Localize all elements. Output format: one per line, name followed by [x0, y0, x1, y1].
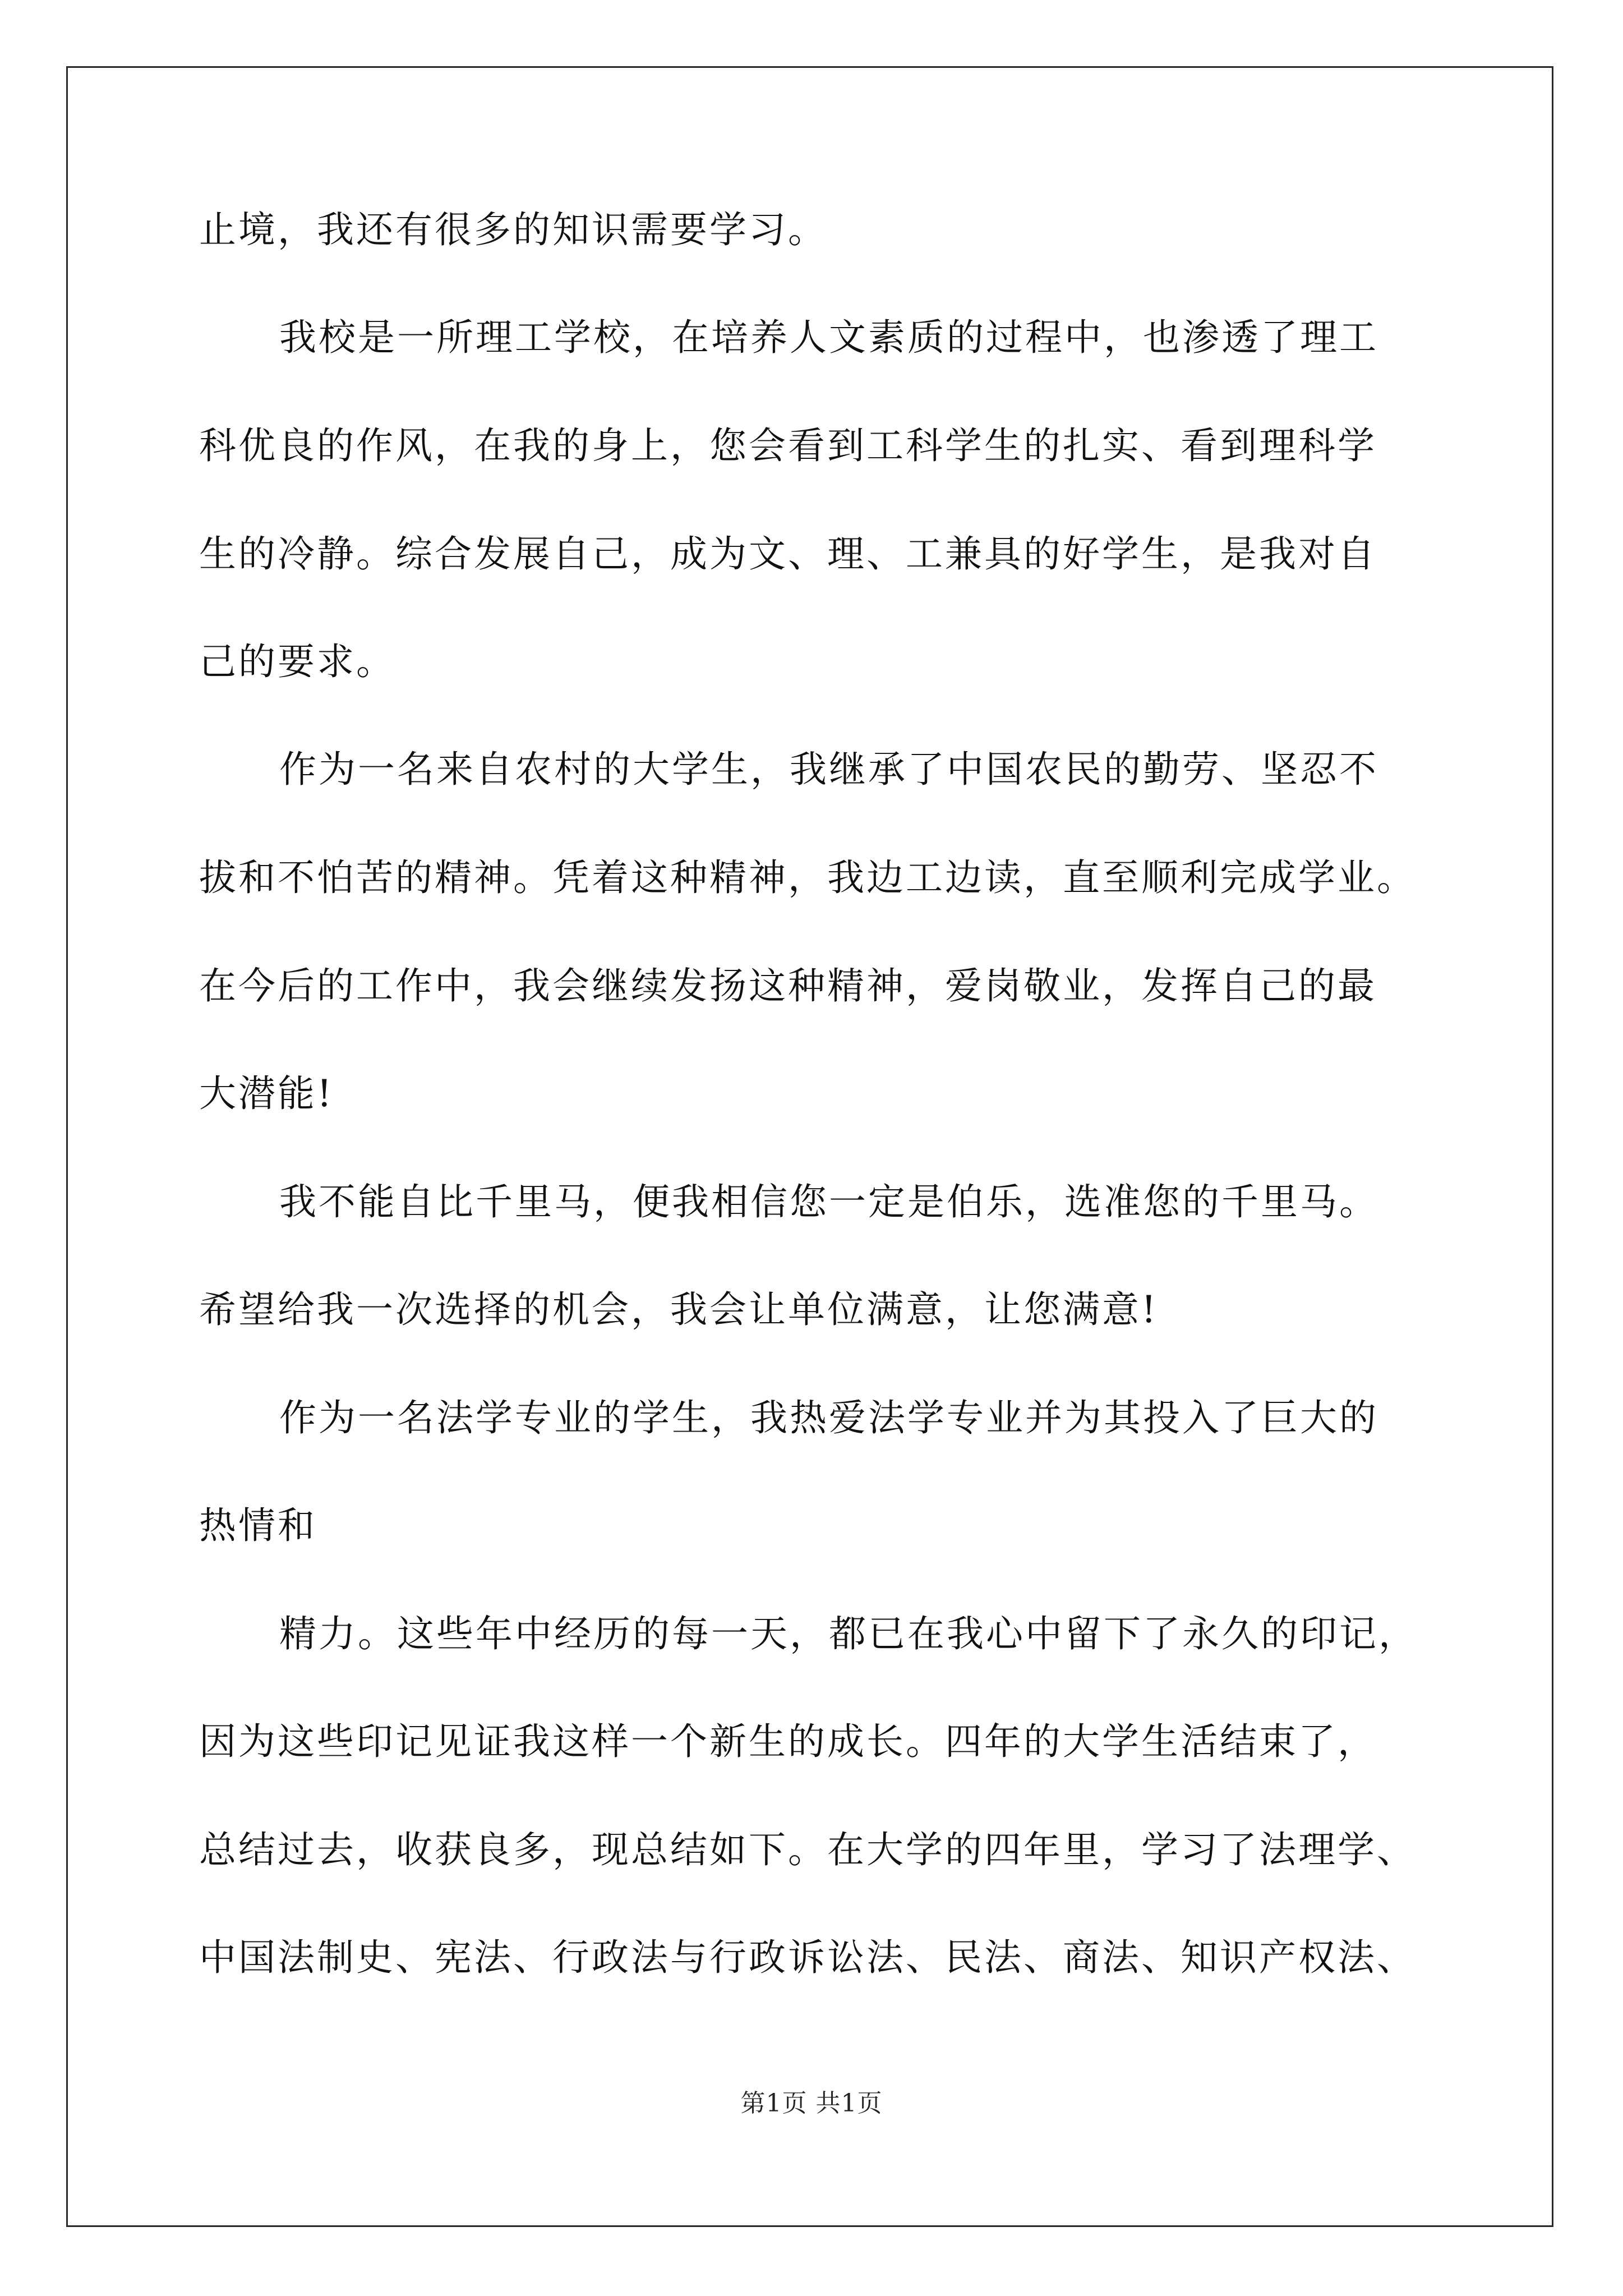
- text-line: 中国法制史、宪法、行政法与行政诉讼法、民法、商法、知识产权法、: [199, 1936, 1416, 1979]
- page-border: [66, 66, 1553, 2227]
- text-line: 己的要求。: [199, 640, 395, 683]
- text-line: 热情和: [199, 1504, 317, 1547]
- text-line: 我不能自比千里马，便我相信您一定是伯乐，选准您的千里马。: [279, 1180, 1378, 1223]
- text-line: 希望给我一次选择的机会，我会让单位满意，让您满意!: [199, 1288, 1159, 1331]
- text-line: 作为一名来自农村的大学生，我继承了中国农民的勤劳、坚忍不: [279, 748, 1378, 791]
- text-line: 作为一名法学专业的学生，我热爱法学专业并为其投入了巨大的: [279, 1396, 1378, 1439]
- text-line: 因为这些印记见证我这样一个新生的成长。四年的大学生活结束了，: [199, 1720, 1377, 1763]
- text-line: 我校是一所理工学校，在培养人文素质的过程中，也渗透了理工: [279, 316, 1378, 359]
- text-line: 拔和不怕苦的精神。凭着这种精神，我边工边读，直至顺利完成学业。: [199, 856, 1416, 899]
- text-line: 止境，我还有很多的知识需要学习。: [199, 208, 827, 251]
- text-line: 总结过去，收获良多，现总结如下。在大学的四年里，学习了法理学、: [199, 1828, 1416, 1871]
- text-line: 大潜能!: [199, 1072, 334, 1115]
- text-line: 科优良的作风，在我的身上，您会看到工科学生的扎实、看到理科学: [199, 424, 1377, 467]
- text-line: 生的冷静。综合发展自己，成为文、理、工兼具的好学生，是我对自: [199, 532, 1377, 576]
- text-line: 在今后的工作中，我会继续发扬这种精神，爱岗敬业，发挥自己的最: [199, 964, 1377, 1007]
- page-number: 第1页 共1页: [740, 2089, 883, 2118]
- text-line: 精力。这些年中经历的每一天，都已在我心中留下了永久的印记，: [279, 1612, 1418, 1655]
